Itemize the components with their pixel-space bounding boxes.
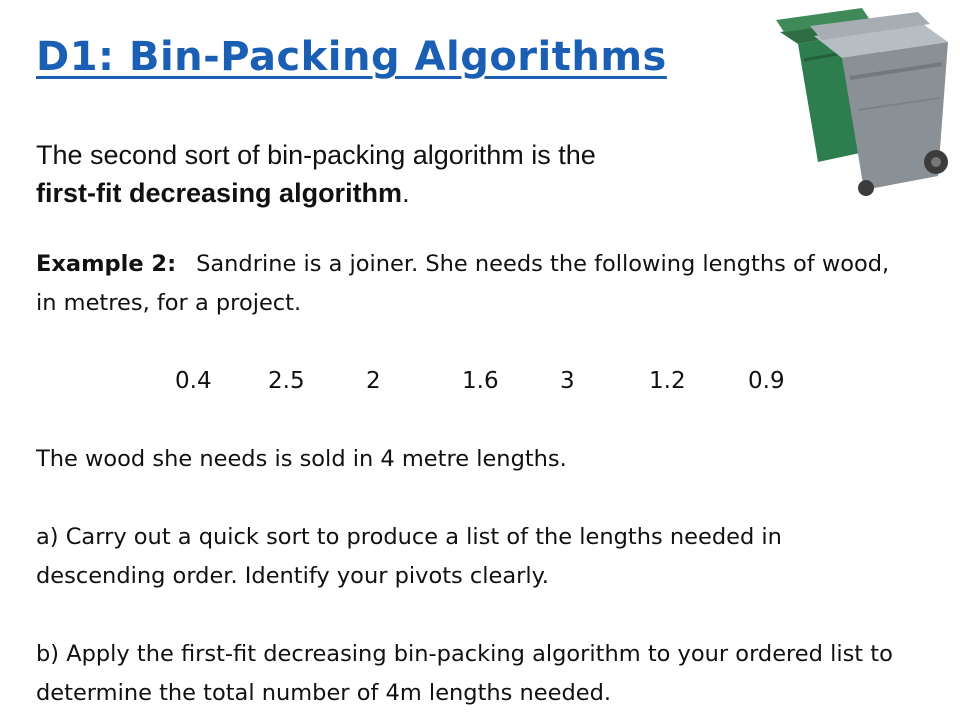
intro-line: The second sort of bin-packing algorithm is the xyxy=(36,140,596,170)
question-a: a) Carry out a quick sort to produce a list of the lengths needed in descending order. Identify your pivots clearly. xyxy=(36,524,782,589)
length-value: 3 xyxy=(560,368,575,394)
length-value: 0.4 xyxy=(175,368,212,394)
intro-period: . xyxy=(402,178,410,208)
problem-body xyxy=(36,245,916,713)
length-value: 0.9 xyxy=(748,368,785,394)
length-value: 2 xyxy=(366,368,381,394)
wheelie-bins-icon xyxy=(770,0,960,200)
question-b: b) Apply the first-fit decreasing bin-packing algorithm to your ordered list to determine the total number of 4m lengths needed. xyxy=(36,641,893,706)
stock-length-text: The wood she needs is sold in 4 metre lengths. xyxy=(36,446,567,472)
example-text: Sandrine is a joiner. She needs the following lengths of wood, in metres, for a project. xyxy=(36,251,890,316)
example-paragraph xyxy=(36,245,916,323)
intro-text xyxy=(36,136,776,212)
example-label: Example 2: xyxy=(36,251,177,277)
algorithm-name: first-fit decreasing algorithm xyxy=(36,178,403,208)
page-title: D1: Bin-Packing Algorithms xyxy=(36,34,667,80)
length-value: 1.2 xyxy=(649,368,686,394)
length-value: 1.6 xyxy=(462,368,499,394)
length-value: 2.5 xyxy=(268,368,305,394)
lengths-list xyxy=(36,362,916,401)
